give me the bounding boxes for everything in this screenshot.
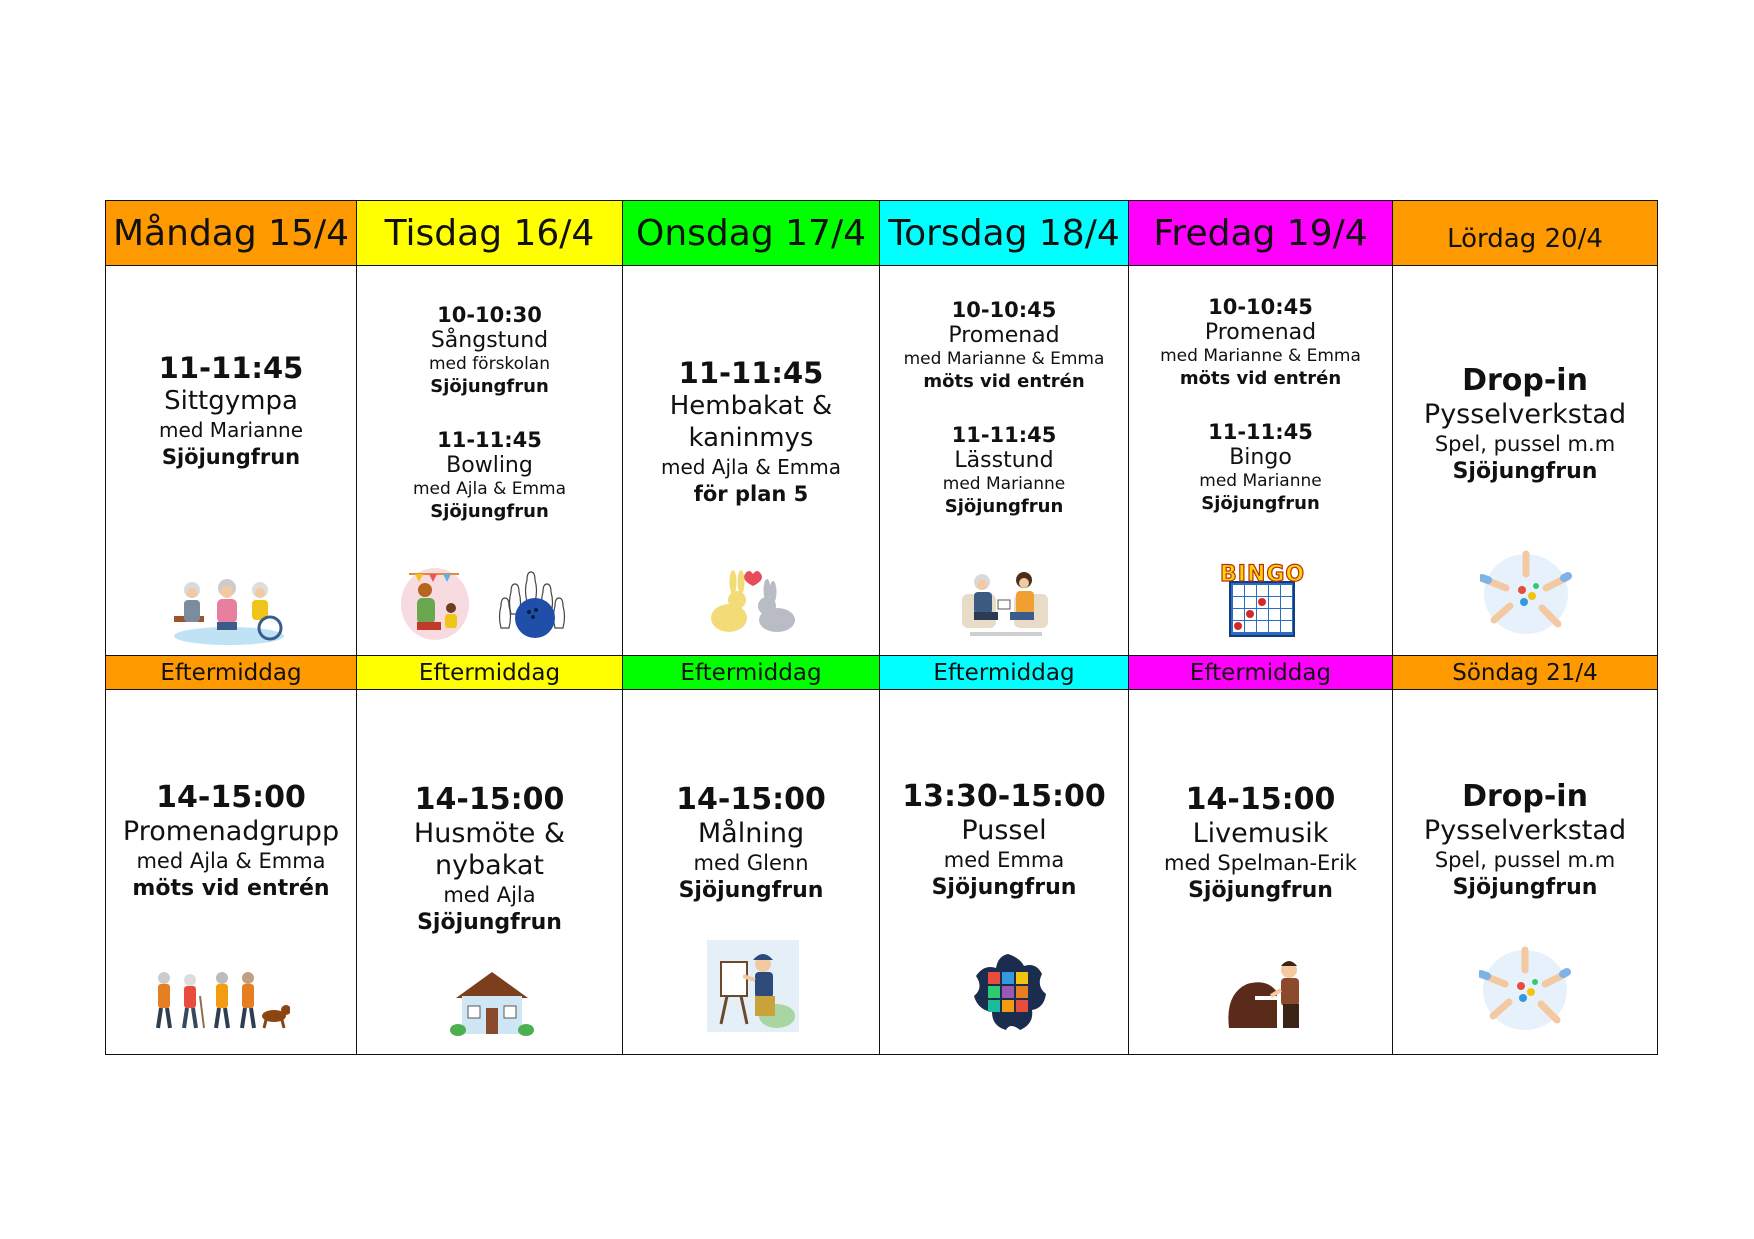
activity-title: Hembakat &: [669, 391, 833, 421]
activity-title: Pysselverkstad: [1423, 815, 1627, 846]
afternoon-cell-wednesday: [622, 689, 880, 1055]
activity-place: möts vid entrén: [923, 371, 1085, 392]
activity-host: med Glenn: [693, 851, 809, 875]
activity-time: 11-11:45: [678, 356, 824, 390]
day-header-thursday: Torsdag 18/4: [879, 200, 1129, 266]
activity-time: 14-15:00: [156, 780, 306, 815]
activity-time: 10-10:45: [1208, 295, 1313, 319]
morning-cell-wednesday: [622, 265, 880, 656]
morning-cell-tuesday: [356, 265, 623, 656]
morning-cell-monday: [105, 265, 357, 656]
activity-time: 10-10:30: [437, 303, 542, 327]
music-and-bowling-icon: [399, 562, 595, 644]
walking-group-icon: [150, 970, 290, 1032]
schedule-grid: [105, 200, 1658, 1055]
seniors-sitting-icon: [172, 576, 286, 646]
activity-title: kaninmys: [688, 423, 814, 453]
activity-time: Drop-in: [1462, 779, 1588, 814]
reading-icon: [960, 564, 1050, 640]
activity-place: för plan 5: [693, 482, 809, 506]
subheader-wednesday: Eftermiddag: [622, 655, 880, 690]
activity-host: med Emma: [943, 848, 1065, 872]
subheader-monday: Eftermiddag: [105, 655, 357, 690]
activity-place: Sjöjungfrun: [678, 878, 824, 903]
afternoon-cell-monday: [105, 689, 357, 1055]
morning-cell-friday: [1128, 265, 1393, 656]
afternoon-cell-friday: [1128, 689, 1393, 1055]
activity-host: med förskolan: [428, 354, 550, 374]
activity-host: med Marianne & Emma: [903, 349, 1105, 369]
activity-time: 13:30-15:00: [902, 779, 1106, 814]
activity-time: 11-11:45: [437, 428, 542, 452]
activity-title: Bowling: [446, 453, 533, 478]
puzzle-icon: [966, 950, 1050, 1036]
afternoon-cell-sunday: [1392, 689, 1658, 1055]
activity-title: Livemusik: [1192, 818, 1329, 849]
activity-place: Sjöjungfrun: [1201, 493, 1320, 514]
subheader-thursday: Eftermiddag: [879, 655, 1129, 690]
morning-cell-saturday: [1392, 265, 1658, 656]
activity-time: Drop-in: [1462, 363, 1588, 398]
activity-host: med Marianne: [158, 418, 304, 442]
afternoon-cell-tuesday: [356, 689, 623, 1055]
crafts-icon: [1479, 946, 1571, 1034]
activity-title: Husmöte & nybakat: [413, 818, 566, 881]
activity-time: 11-11:45: [1208, 420, 1313, 444]
piano-icon: [1225, 956, 1309, 1034]
day-header-friday: Fredag 19/4: [1128, 200, 1393, 266]
activity-place: Sjöjungfrun: [417, 910, 562, 935]
bingo-icon: [1220, 562, 1304, 638]
activity-title: Pussel: [961, 815, 1047, 846]
activity-host: med Marianne: [1199, 471, 1322, 491]
activity-title: Pysselverkstad: [1423, 399, 1627, 430]
activity-place: Sjöjungfrun: [944, 496, 1064, 517]
activity-title: Lässtund: [954, 448, 1054, 473]
painter-icon: [707, 940, 799, 1032]
activity-host: med Ajla & Emma: [412, 479, 567, 499]
subheader-friday: Eftermiddag: [1128, 655, 1393, 690]
activity-host: med Ajla: [443, 883, 536, 907]
subheader-sunday: Söndag 21/4: [1392, 655, 1658, 690]
activity-place: Sjöjungfrun: [931, 875, 1077, 900]
afternoon-cell-thursday: [879, 689, 1129, 1055]
day-header-saturday: Lördag 20/4: [1392, 200, 1658, 266]
activity-place: möts vid entrén: [132, 876, 330, 901]
activity-time: 14-15:00: [414, 782, 565, 817]
activity-place: Sjöjungfrun: [1452, 875, 1598, 900]
activity-host: med Spelman-Erik: [1164, 851, 1357, 875]
activity-title: Sittgympa: [164, 386, 298, 416]
activity-host: med Marianne: [942, 474, 1066, 494]
activity-place: Sjöjungfrun: [1188, 878, 1333, 903]
day-header-tuesday: Tisdag 16/4: [356, 200, 623, 266]
day-header-monday: Måndag 15/4: [105, 200, 357, 266]
house-icon: [450, 968, 534, 1038]
bingo-logo-text: BINGO: [1220, 562, 1306, 587]
activity-place: Sjöjungfrun: [161, 445, 301, 469]
activity-title: Målning: [697, 818, 805, 849]
activity-time: 11-11:45: [951, 423, 1057, 447]
activity-place: Sjöjungfrun: [1452, 459, 1598, 484]
activity-host: Spel, pussel m.m: [1434, 848, 1616, 872]
day-header-wednesday: Onsdag 17/4: [622, 200, 880, 266]
activity-time: 14-15:00: [1185, 782, 1336, 817]
activity-title: Promenad: [1204, 320, 1317, 345]
activity-time: 10-10:45: [951, 298, 1057, 322]
subheader-tuesday: Eftermiddag: [356, 655, 623, 690]
activity-title: Bingo: [1229, 445, 1292, 470]
activity-time: 11-11:45: [158, 351, 304, 385]
activity-title: Promenad: [948, 323, 1060, 348]
activity-host: med Ajla & Emma: [660, 455, 842, 479]
crafts-icon: [1480, 550, 1572, 638]
activity-time: 14-15:00: [676, 782, 826, 817]
morning-cell-thursday: [879, 265, 1129, 656]
activity-title: Sångstund: [430, 328, 549, 353]
rabbits-icon: [707, 566, 803, 636]
activity-title: Promenadgrupp: [122, 816, 340, 847]
activity-host: Spel, pussel m.m: [1434, 432, 1616, 456]
activity-place: Sjöjungfrun: [430, 376, 549, 397]
activity-host: med Ajla & Emma: [136, 849, 326, 873]
activity-place: Sjöjungfrun: [430, 501, 549, 522]
activity-place: möts vid entrén: [1179, 368, 1342, 389]
activity-host: med Marianne & Emma: [1160, 346, 1361, 366]
